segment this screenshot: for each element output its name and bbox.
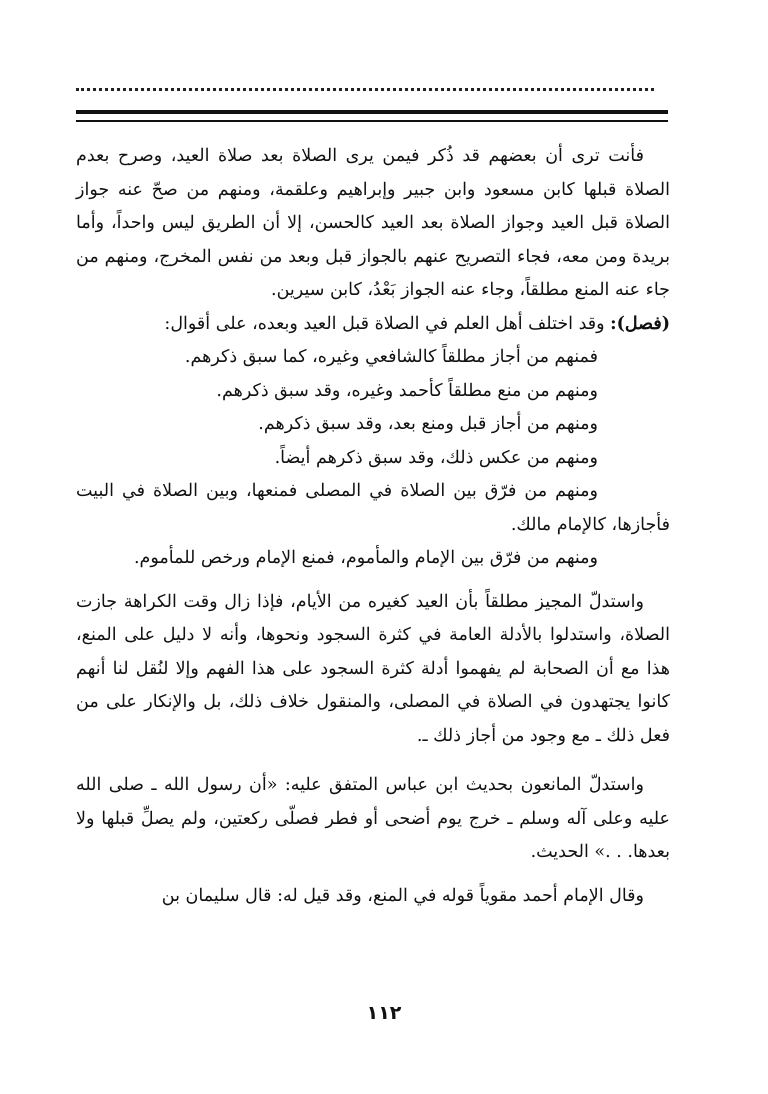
opinion-item: ومنهم من فرّق بين الإمام والمأموم، فمنع الإمام ورخص للمأموم. xyxy=(133,548,598,568)
paragraph-4: واستدلّ المانعون بحديث ابن عباس المتفق عليه: «أن رسول الله ـ صلى الله عليه وعلى آله وسلم ـ خرج يوم أضحى أو فطر فصلّى ركعتين، ولم يصلِّ قبلها ولا بعدها. . .» الحديث. xyxy=(76,775,670,862)
opinions-list xyxy=(76,341,670,576)
paragraph-5: وقال الإمام أحمد مقوياً قوله في المنع، وقد قيل له: قال سليمان بن xyxy=(161,885,644,906)
body-text xyxy=(76,140,670,913)
opinion-item: ومنهم من منع مطلقاً كأحمد وغيره، وقد سبق ذكرهم. xyxy=(216,380,598,401)
opinion-item: فمنهم من أجاز مطلقاً كالشافعي وغيره، كما سبق ذكرهم. xyxy=(184,347,598,367)
dotted-header-line xyxy=(76,88,654,98)
paragraph-3: واستدلّ المجيز مطلقاً بأن العيد كغيره من الأيام، فإذا زال وقت الكراهة جازت الصلاة، واستدلوا بالأدلة العامة في كثرة السجود ونحوها، وأنه لا دليل على المنع، هذا مع أن الصحابة لم يفهموا أدلة كثرة السجود على هذا الفهم وإلا لنُقل لنا أنهم كانوا يجتهدون في الصلاة في المصلى، والمنقول خلاف ذلك، بل والإنكار على من فعل ذلك ـ مع وجود من أجاز ذلك ـ. xyxy=(76,591,670,746)
opinion-item: ومنهم من فرّق بين الصلاة في المصلى فمنعها، وبين الصلاة في البيت فأجازها، كالإمام مالك. xyxy=(76,481,670,535)
paragraph-1: فأنت ترى أن بعضهم قد ذُكر فيمن يرى الصلاة بعد صلاة العيد، وصرح بعدم الصلاة قبلها كابن مسعود وابن جبير وإبراهيم وعلقمة، ومنهم من صحّ عنه جواز الصلاة قبل العيد وجواز الصلاة بعد العيد كالحسن، إلا أن الطريق ليس واحداً، وأما بريدة ومن معه، فجاء التصريح عنهم بالجواز قبل وبعد من نفس المخرج، ومنهم من جاء عنه المنع مطلقاً، وجاء عنه الجواز بَعْدُ، كابن سيرين. xyxy=(76,146,670,300)
page-number: ١١٢ xyxy=(366,1002,402,1024)
header-rule-thick xyxy=(76,110,668,114)
opinion-item: ومنهم من عكس ذلك، وقد سبق ذكرهم أيضاً. xyxy=(274,447,598,468)
fasl-paragraph xyxy=(76,308,670,342)
opinion-item: ومنهم من أجاز قبل ومنع بعد، وقد سبق ذكرهم. xyxy=(258,414,598,434)
fasl-text: وقد اختلف أهل العلم في الصلاة قبل العيد وبعده، على أقوال: xyxy=(164,313,611,334)
header-rule-thin xyxy=(76,120,668,122)
fasl-label: (فصل): xyxy=(610,313,670,334)
